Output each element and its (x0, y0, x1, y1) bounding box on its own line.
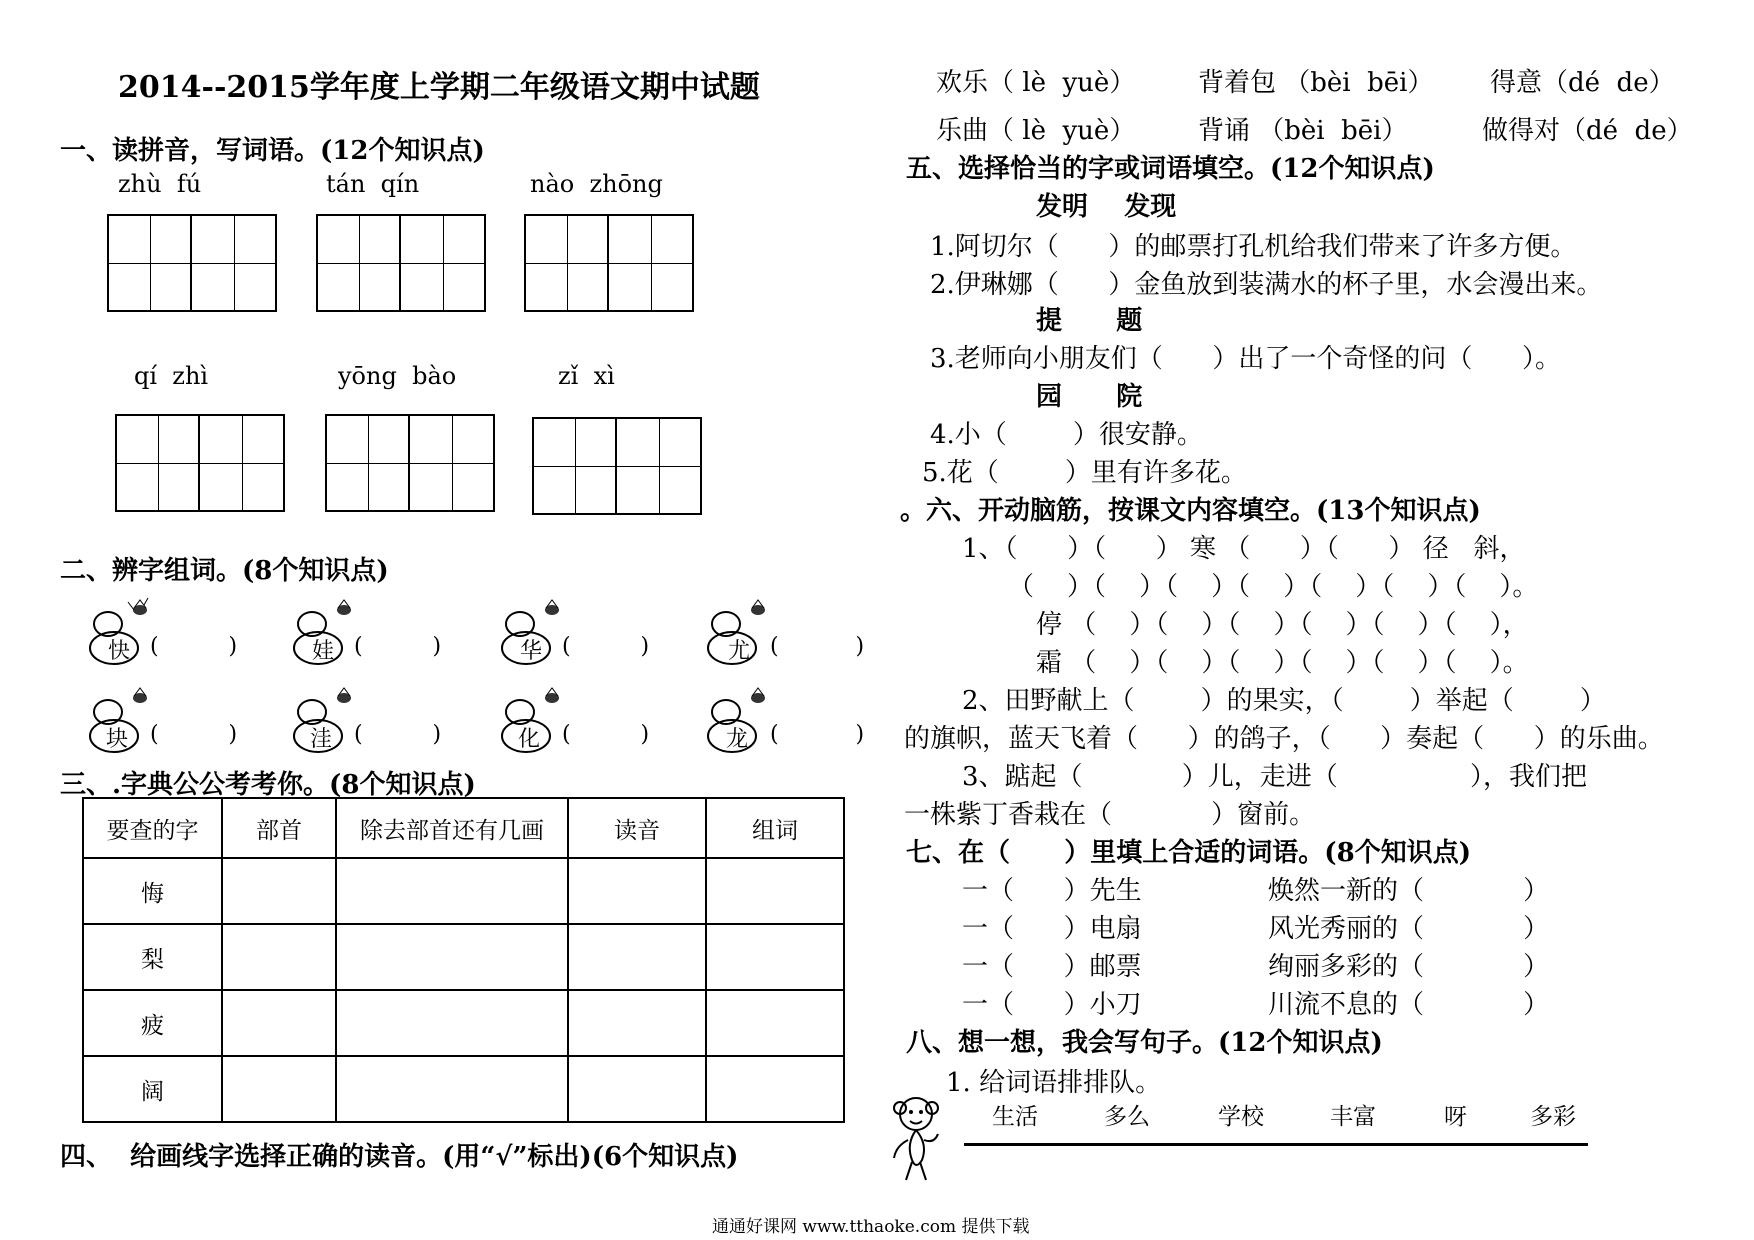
word-choices: 提 题 (1036, 306, 1143, 336)
group-char-1: 快 (108, 639, 131, 664)
fill-sentence[interactable]: 3.老师向小朋友们（ ）出了一个奇怪的问（ ）。 (930, 344, 1561, 374)
adjective-item[interactable]: 绚丽多彩的（ ） (1268, 952, 1550, 982)
answer-cell[interactable] (706, 1056, 844, 1122)
word-choices: 园 院 (1036, 382, 1143, 412)
monkey-icon (886, 1088, 946, 1184)
reading-item[interactable]: 背诵 （bèi bēi） (1198, 116, 1408, 146)
group-char-6: 洼 (310, 727, 333, 752)
answer-cell[interactable] (706, 924, 844, 990)
blank[interactable]: ( ) (770, 722, 865, 747)
adjective-item[interactable]: 风光秀丽的（ ） (1268, 914, 1550, 944)
table-header: 读音 (568, 798, 706, 858)
table-header: 组词 (706, 798, 844, 858)
word-chip: 多彩 (1530, 1104, 1576, 1130)
answer-cell[interactable] (336, 924, 568, 990)
reading-item[interactable]: 乐曲（ lè yuè） (936, 116, 1136, 146)
table-row (83, 1056, 844, 1122)
section-4-heading: 四、 给画线字选择正确的读音。(用“√”标出)(6个知识点) (60, 1142, 739, 1172)
pinyin-1: zhù fú (118, 170, 202, 198)
answer-cell[interactable] (222, 1056, 336, 1122)
section-2-heading: 二、辨字组词。(8个知识点) (60, 556, 389, 586)
blank[interactable]: ( ) (150, 634, 238, 659)
table-row (83, 924, 844, 990)
answer-cell[interactable] (706, 990, 844, 1056)
poem-line[interactable]: （ ）（ ）（ ）（ ）（ ）（ ）（ ）。 (1008, 572, 1539, 602)
adjective-item[interactable]: 川流不息的（ ） (1268, 990, 1550, 1020)
measure-word-item[interactable]: 一（ ）小刀 (962, 990, 1142, 1020)
answer-line[interactable] (964, 1143, 1588, 1146)
fill-sentence[interactable]: 的旗帜，蓝天飞着（ ）的鸽子，（ ）奏起（ ）的乐曲。 (904, 724, 1664, 754)
blank[interactable]: ( ) (770, 634, 865, 659)
measure-word-item[interactable]: 一（ ）邮票 (962, 952, 1142, 982)
answer-cell[interactable] (222, 990, 336, 1056)
reading-item[interactable]: 得意（dé de） (1490, 68, 1675, 98)
writing-grid-2[interactable] (316, 214, 486, 312)
answer-cell[interactable] (568, 858, 706, 924)
table-header: 除去部首还有几画 (336, 798, 568, 858)
answer-cell[interactable] (222, 924, 336, 990)
reading-item[interactable]: 做得对（dé de） (1482, 116, 1693, 146)
blank[interactable]: ( ) (562, 722, 650, 747)
fill-sentence[interactable]: 4.小（ ）很安静。 (930, 420, 1203, 450)
section-1-heading: 一、读拼音，写词语。(12个知识点) (60, 136, 485, 166)
page-title: 2014--2015学年度上学期二年级语文期中试题 (118, 70, 760, 105)
section-6-heading: 。六、开动脑筋，按课文内容填空。(13个知识点) (900, 496, 1481, 526)
group-char-5: 块 (106, 727, 129, 752)
blank[interactable]: ( ) (150, 722, 238, 747)
blank[interactable]: ( ) (354, 722, 442, 747)
table-header: 要查的字 (83, 798, 222, 858)
answer-cell[interactable] (706, 858, 844, 924)
writing-grid-5[interactable] (325, 414, 495, 512)
group-char-2: 娃 (312, 639, 335, 664)
footer-text: 通通好课网 www.tthaoke.com 提供下载 (712, 1217, 1030, 1237)
blank[interactable]: ( ) (562, 634, 650, 659)
group-char-3: 华 (520, 639, 543, 664)
writing-grid-4[interactable] (115, 414, 285, 512)
answer-cell[interactable] (568, 924, 706, 990)
reading-item[interactable]: 欢乐（ lè yuè） (936, 68, 1136, 98)
word-chip: 呀 (1444, 1104, 1467, 1130)
group-char-8: 龙 (726, 727, 749, 752)
lookup-char: 悔 (83, 858, 222, 924)
pinyin-3: nào zhōng (530, 170, 663, 198)
fill-sentence[interactable]: 3、踮起（ ）儿，走进（ ），我们把 (962, 762, 1587, 792)
pinyin-5: yōng bào (338, 362, 457, 390)
reading-item[interactable]: 背着包 （bèi bēi） (1198, 68, 1434, 98)
answer-cell[interactable] (336, 990, 568, 1056)
dictionary-table (82, 797, 845, 1123)
group-char-7: 化 (518, 727, 541, 752)
table-row (83, 990, 844, 1056)
section-5-heading: 五、选择恰当的字或词语填空。(12个知识点) (906, 154, 1435, 184)
answer-cell[interactable] (568, 1056, 706, 1122)
answer-cell[interactable] (568, 990, 706, 1056)
table-row (83, 858, 844, 924)
answer-cell[interactable] (222, 858, 336, 924)
word-chip: 学校 (1218, 1104, 1264, 1130)
answer-cell[interactable] (336, 858, 568, 924)
pinyin-4: qí zhì (134, 362, 209, 390)
answer-cell[interactable] (336, 1056, 568, 1122)
measure-word-item[interactable]: 一（ ）电扇 (962, 914, 1142, 944)
fill-sentence[interactable]: 2.伊琳娜（ ）金鱼放到装满水的杯子里，水会漫出来。 (930, 270, 1603, 300)
pinyin-2: tán qín (326, 170, 420, 198)
word-chip: 多么 (1104, 1104, 1150, 1130)
adjective-item[interactable]: 焕然一新的（ ） (1268, 876, 1550, 906)
table-header: 部首 (222, 798, 336, 858)
section-3-heading: 三、.字典公公考考你。(8个知识点) (60, 770, 476, 800)
lookup-char: 疲 (83, 990, 222, 1056)
word-choices: 发明 发现 (1036, 192, 1177, 222)
lookup-char: 阔 (83, 1056, 222, 1122)
writing-grid-1[interactable] (107, 214, 277, 312)
poem-line[interactable]: 霜 （ ）（ ）（ ）（ ）（ ）（ ）。 (1036, 648, 1529, 678)
fill-sentence[interactable]: 5.花（ ）里有许多花。 (922, 458, 1247, 488)
question-text: 1. 给词语排排队。 (946, 1068, 1162, 1098)
group-char-4: 尤 (728, 639, 751, 664)
writing-grid-6[interactable] (532, 417, 702, 515)
measure-word-item[interactable]: 一（ ）先生 (962, 876, 1142, 906)
pinyin-6: zǐ xì (558, 362, 615, 390)
blank[interactable]: ( ) (354, 634, 442, 659)
lookup-char: 梨 (83, 924, 222, 990)
fill-sentence[interactable]: 1.阿切尔（ ）的邮票打孔机给我们带来了许多方便。 (930, 232, 1577, 262)
poem-line[interactable]: 1、（ ）（ ） 寒 （ ）（ ） 径 斜， (962, 534, 1526, 564)
word-chip: 生活 (992, 1104, 1038, 1130)
word-chip: 丰富 (1330, 1104, 1376, 1130)
writing-grid-3[interactable] (524, 214, 694, 312)
section-7-heading: 七、在（ ）里填上合适的词语。(8个知识点) (906, 838, 1472, 868)
poem-line[interactable]: 停 （ ）（ ）（ ）（ ）（ ）（ ）， (1036, 610, 1529, 640)
fill-sentence[interactable]: 2、田野献上（ ）的果实，（ ）举起（ ） (962, 686, 1606, 716)
section-8-heading: 八、想一想，我会写句子。(12个知识点) (906, 1028, 1383, 1058)
fill-sentence[interactable]: 一株紫丁香栽在（ ）窗前。 (904, 800, 1316, 830)
